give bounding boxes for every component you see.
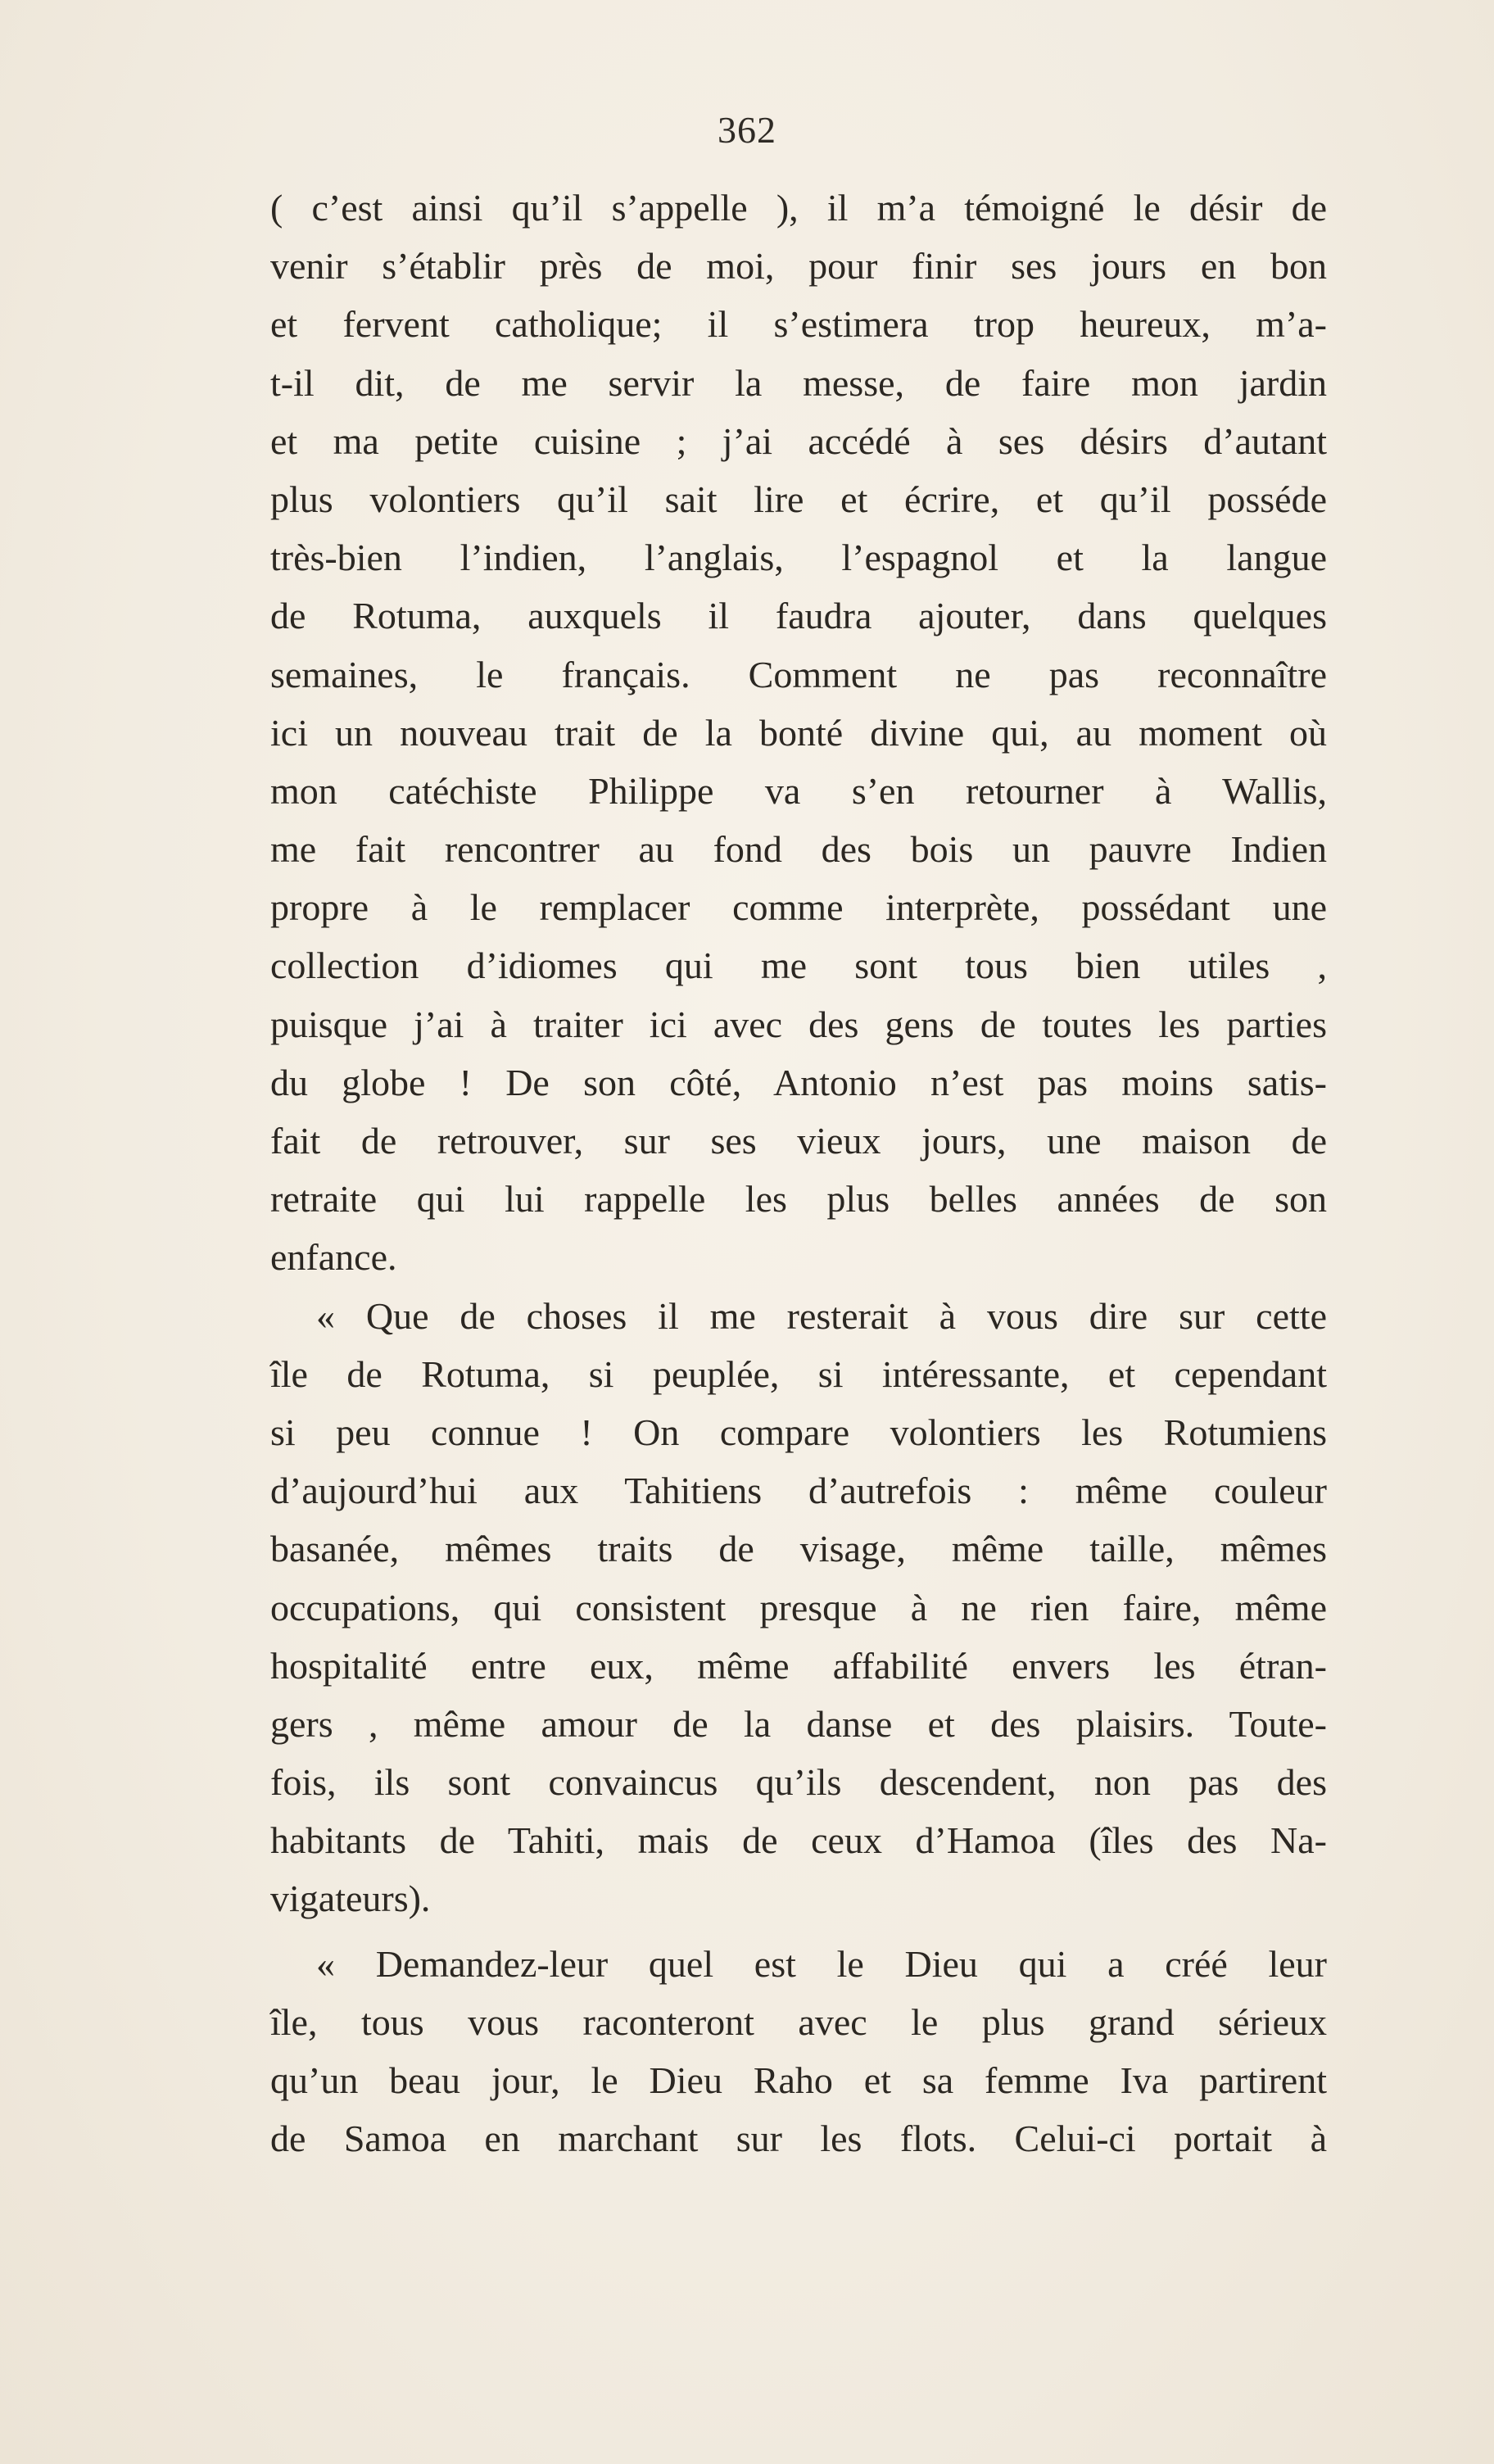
text-line: propre à le remplacer comme interprète, possédant une [270, 886, 1327, 929]
text-line: de Rotuma, auxquels il faudra ajouter, dans quelques [270, 595, 1327, 637]
text-line: enfance. [270, 1236, 397, 1279]
text-line: vigateurs). [270, 1877, 431, 1920]
text-line: hospitalité entre eux, même affabilité envers les étran- [270, 1644, 1327, 1687]
text-line: puisque j’ai à traiter ici avec des gens de toutes les parties [270, 1003, 1327, 1045]
text-line: occupations, qui consistent presque à ne rien faire, même [270, 1586, 1327, 1628]
text-line: t-il dit, de me servir la messe, de faire mon jardin [270, 361, 1327, 404]
text-line: et ma petite cuisine ; j’ai accédé à ses désirs d’autant [270, 419, 1327, 462]
body-text [270, 179, 1327, 2167]
paragraph-spacer [270, 1928, 1327, 1935]
text-line: basanée, mêmes traits de visage, même taille, mêmes [270, 1528, 1327, 1570]
text-line: gers , même amour de la danse et des plaisirs. Toute- [270, 1702, 1327, 1745]
text-line: plus volontiers qu’il sait lire et écrire, et qu’il posséde [270, 478, 1327, 520]
text-line: collection d’idiomes qui me sont tous bien utiles , [270, 944, 1327, 987]
text-line: très-bien l’indien, l’anglais, l’espagnol et la langue [270, 537, 1327, 579]
text-line: semaines, le français. Comment ne pas reconnaître [270, 653, 1327, 695]
paragraph-2 [270, 1287, 1327, 1928]
text-line: si peu connue ! On compare volontiers les Rotumiens [270, 1411, 1327, 1453]
text-line: et fervent catholique; il s’estimera trop heureux, m’a- [270, 303, 1327, 346]
text-line: « Demandez-leur quel est le Dieu qui a créé leur [316, 1942, 1327, 1985]
text-line: île, tous vous raconteront avec le plus grand sérieux [270, 2000, 1327, 2043]
text-line: d’aujourd’hui aux Tahitiens d’autrefois : même couleur [270, 1470, 1327, 1512]
text-line: retraite qui lui rappelle les plus belles années de son [270, 1178, 1327, 1221]
text-line: ici un nouveau trait de la bonté divine qui, au moment où [270, 711, 1327, 754]
text-line: « Que de choses il me resterait à vous dire sur cette [316, 1294, 1327, 1337]
page-number: 362 [718, 109, 776, 151]
text-line: qu’un beau jour, le Dieu Raho et sa femme Iva partirent [270, 2059, 1327, 2101]
text-line: fait de retrouver, sur ses vieux jours, une maison de [270, 1120, 1327, 1162]
text-line: île de Rotuma, si peuplée, si intéressante, et cependant [270, 1352, 1327, 1395]
paragraph-1 [270, 179, 1327, 1287]
text-line: de Samoa en marchant sur les flots. Celui-ci portait à [270, 2118, 1327, 2160]
text-line: venir s’établir près de moi, pour finir ses jours en bon [270, 245, 1327, 288]
text-line: du globe ! De son côté, Antonio n’est pas moins satis- [270, 1061, 1327, 1103]
text-line: ( c’est ainsi qu’il s’appelle ), il m’a témoigné le désir de [270, 187, 1327, 229]
text-line: fois, ils sont convaincus qu’ils descendent, non pas des [270, 1761, 1327, 1804]
text-line: me fait rencontrer au fond des bois un pauvre Indien [270, 828, 1327, 871]
text-line: mon catéchiste Philippe va s’en retourner à Wallis, [270, 769, 1327, 812]
paragraph-3 [270, 1935, 1327, 2168]
text-line: habitants de Tahiti, mais de ceux d’Hamoa (îles des Na- [270, 1819, 1327, 1862]
